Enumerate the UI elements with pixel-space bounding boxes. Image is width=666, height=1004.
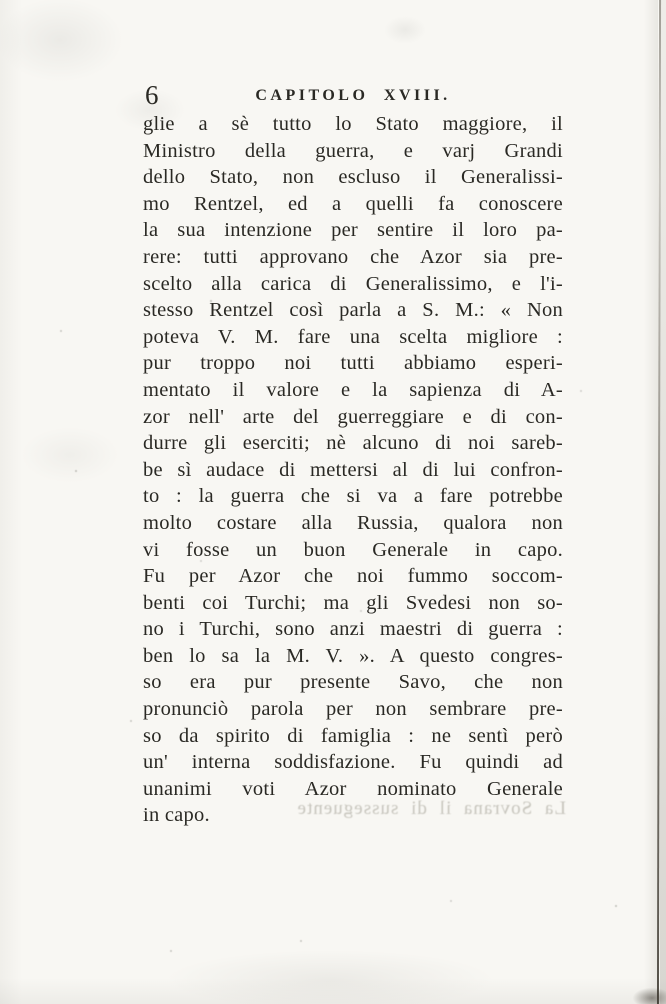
body-text-line: stesso Rentzel così parla a S. M.: « Non: [143, 299, 563, 322]
body-text-line: molto costare alla Russia, qualora non: [143, 511, 563, 534]
body-text-line: mo Rentzel, ed a quelli fa conoscere: [143, 192, 563, 215]
body-text-line: pur troppo noi tutti abbiamo esperi-: [143, 352, 563, 375]
scan-edge-strip: [660, 0, 666, 1004]
paper-specks: [0, 0, 2, 2]
body-text-line: so era pur presente Savo, che non: [143, 671, 563, 694]
body-text-line: no i Turchi, sono anzi maestri di guerra :: [143, 618, 563, 641]
body-text-line: to : la guerra che si va a fare potrebbe: [143, 485, 563, 508]
body-text-line: mentato il valore e la sapienza di A-: [143, 378, 563, 401]
body-text-line: ben lo sa la M. V. ». A questo congres-: [143, 644, 563, 667]
page-number: 6: [145, 80, 159, 110]
body-text-line: durre gli eserciti; nè alcuno di noi sareb-: [143, 432, 563, 455]
body-text-line: un' interna soddisfazione. Fu quindi ad: [143, 751, 563, 774]
page-fold-shadow: [644, 0, 658, 1004]
body-text: [143, 111, 563, 829]
body-text-line: Ministro della guerra, e varj Grandi: [143, 139, 563, 162]
chapter-header: CAPITOLO XVIII.: [255, 87, 451, 104]
body-text-line: be sì audace di mettersi al di lui confron-: [143, 458, 563, 481]
body-text-line: zor nell' arte del guerreggiare e di con-: [143, 405, 563, 428]
body-text-line: dello Stato, non escluso il Generalissi-: [143, 166, 563, 189]
body-text-line: vi fosse un buon Generale in capo.: [143, 538, 563, 561]
body-text-line: pronunciò parola per non sembrare pre-: [143, 698, 563, 721]
show-through-text: La Sovrana il di susseguente: [296, 798, 566, 819]
body-text-line: so da spirito di famiglia : ne sentì però: [143, 724, 563, 747]
body-text-line: in capo.: [143, 804, 210, 827]
body-text-line: rere: tutti approvano che Azor sia pre-: [143, 245, 563, 268]
body-text-line: la sua intenzione per sentire il loro pa-: [143, 219, 563, 242]
body-text-line: poteva V. M. fare una scelta migliore :: [143, 325, 563, 348]
body-text-line: scelto alla carica di Generalissimo, e l'i-: [143, 272, 563, 295]
body-text-line: glie a sè tutto lo Stato maggiore, il: [143, 113, 563, 135]
body-text-line: unanimi voti Azor nominato Generale: [143, 777, 563, 800]
body-text-line: Fu per Azor che noi fummo soccom-: [143, 565, 563, 588]
body-text-line: benti coi Turchi; ma gli Svedesi non so-: [143, 591, 563, 614]
